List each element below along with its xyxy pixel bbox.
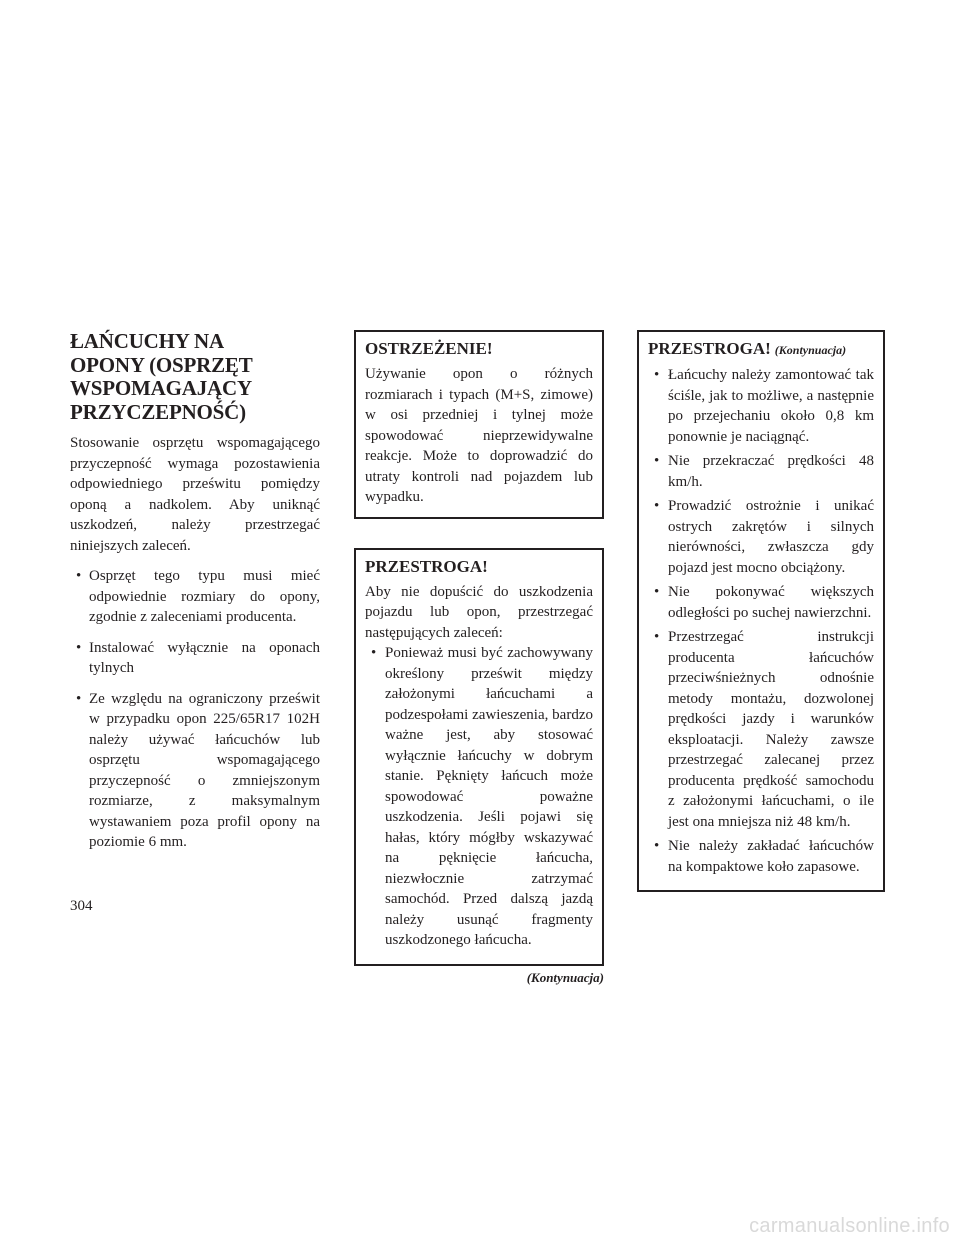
list-item: • Przestrzegać instrukcji producenta łańcuchów przeciwśnieżnych odnośnie metody montażu, dozwolonej prędkości jazdy i warunków eksploatacji. Należy zawsze przestrzegać zalecanej przez producenta prędkość samochodu z założonymi łańcuchami, o ile jest ona mniejsza niż 48 km/h. xyxy=(648,627,874,832)
list-item: • Nie pokonywać większych odległości po suchej nawierzchni. xyxy=(648,582,874,623)
right-column xyxy=(637,330,885,892)
middle-column xyxy=(354,330,604,986)
caution-continued-box xyxy=(637,330,885,892)
continued-note: (Kontynuacja) xyxy=(526,969,604,985)
heading-line: ŁAŃCUCHY NA xyxy=(70,329,224,353)
heading-line: WSPOMAGAJĄCY xyxy=(70,376,252,400)
list-item: • Ze względu na ograniczony prześwit w przypadku opon 225/65R17 102H należy używać łańcuchów lub osprzętu wspomagającego przyczepność o zmniejszonym rozmiarze, z maksymalnym wystawaniem poza profil opony na poziomie 6 mm. xyxy=(70,689,320,853)
warning-text: Używanie opon o różnych rozmiarach i typach (M+S, zimowe) w osi przedniej i tylnej może spowodować nieprzewidywalne reakcje. Może to doprowadzić do utraty kontroli nad pojazdem lub wypadku. xyxy=(365,366,593,505)
heading-line: OPONY (OSPRZĘT xyxy=(70,352,253,377)
warning-box xyxy=(354,330,604,519)
caution-continued-title-text: PRZESTROGA! xyxy=(648,339,771,358)
intro-paragraph: Stosowanie osprzętu wspomagającego przyczepność wymaga pozostawienia odpowiedniego prześwitu pomiędzy oponą a nadkolem. Aby uniknąć uszkodzeń, należy przestrzegać niniejszych zaleceń. xyxy=(70,435,320,554)
section-heading xyxy=(70,330,320,424)
caution-continued-list xyxy=(648,365,874,877)
list-item: • Nie przekraczać prędkości 48 km/h. xyxy=(648,451,874,492)
list-item: • Łańcuchy należy zamontować tak ściśle, jak to możliwe, a następnie po przejechaniu około 0,8 km ponownie je naciągnąć. xyxy=(648,365,874,447)
list-item: • Osprzęt tego typu musi mieć odpowiednie rozmiary do opony, zgodnie z zaleceniami producenta. xyxy=(70,566,320,628)
list-item: • Prowadzić ostrożnie i unikać ostrych zakrętów i silnych nierówności, zwłaszcza gdy pojazd jest mocno obciążony. xyxy=(648,496,874,578)
list-item: • Instalować wyłącznie na oponach tylnych xyxy=(70,638,320,679)
continued-suffix: (Kontynuacja) xyxy=(774,343,847,357)
caution-list xyxy=(365,643,593,951)
caution-continued-title xyxy=(648,338,874,361)
caution-title: PRZESTROGA! xyxy=(365,556,488,576)
heading-line: PRZYCZEPNOŚĆ) xyxy=(70,399,246,424)
list-item: • Nie należy zakładać łańcuchów na kompaktowe koło zapasowe. xyxy=(648,836,874,877)
caution-box xyxy=(354,548,604,966)
requirements-list xyxy=(70,566,320,853)
caution-intro: Aby nie dopuścić do uszkodzenia pojazdu lub opon, przestrzegać następujących zaleceń: xyxy=(365,583,593,641)
tire-chains-section xyxy=(70,330,320,863)
list-item: • Ponieważ musi być zachowywany określony prześwit między założonymi łańcuchami a podzespołami zawieszenia, bardzo ważne jest, aby stosować wyłącznie łańcuchy w dobrym stanie. Pęknięty łańcuch może spowodować poważne uszkodzenia. Jeśli pojawi się hałas, który mógłby wskazywać na pęknięcie łańcucha, niezwłocznie zatrzymać samochód. Przed dalszą jazdą należy usunąć fragmenty uszkodzonego łańcucha. xyxy=(365,643,593,951)
warning-title: OSTRZEŻENIE! xyxy=(365,339,493,358)
page-number: 304 xyxy=(70,898,93,914)
watermark: carmanualsonline.info xyxy=(749,1215,950,1237)
